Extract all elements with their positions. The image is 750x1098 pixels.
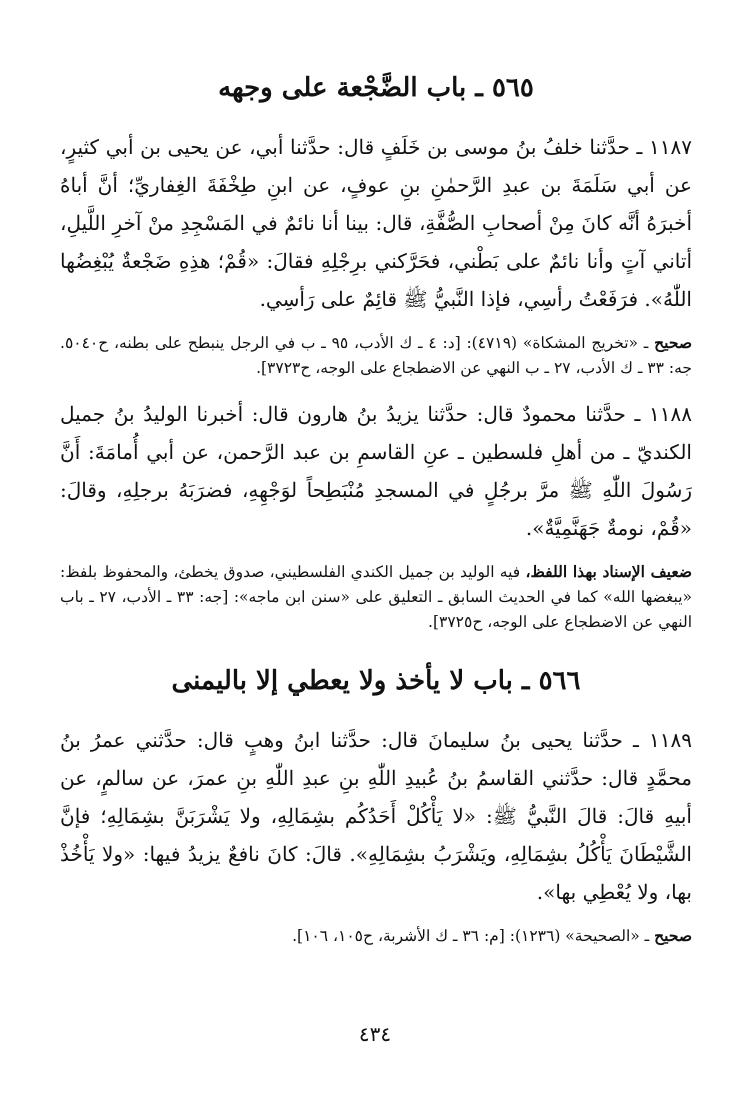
page-number: ٤٣٤ xyxy=(358,1022,392,1046)
chapter-title: ٥٦٦ ـ باب لا يأخذ ولا يعطي إلا باليمنى xyxy=(171,666,581,696)
hadith-1187: ١١٨٧ ـ حدَّثنا خلفُ بنُ موسى بن خَلَفٍ قال: حدَّثنا أبي، عن يحيى بن أبي كثيرٍ، عن أبي سَلَمَةَ بن عبدِ الرَّحمٰنِ بنِ عوفٍ، عن ابنِ طِخْفَةَ الغِفاريِّ؛ أنَّ أباهُ أخبرَهُ أنَّه كانَ مِنْ أصحابِ الصُّفَّةِ، قال: بينا أنا نائمٌ في المَسْجِدِ منْ آخرِ اللَّيلِ، أتاني آتٍ وأنا نائمٌ على بَطْني، فحَرَّكني برِجْلِهِ فقالَ: «قُمْ؛ هذِهِ ضَجْعةٌ يُبْغِضُها اللّٰهُ». فرَفَعْتُ رأسِي، فإذا النَّبيُّ ﷺ قائِمٌ على رَأسِي. xyxy=(60,135,692,311)
grading-text: فيه الوليد بن جميل الكندي الفلسطيني، صدوق يخطئ، والمحفوظ بلفظ: «يبغضها الله» كما في الحديث السابق ـ التعليق على «سنن ابن ماجه»: [جه: ٣٣ ـ الأدب، ٢٧ ـ باب النهي عن الاضطجاع على الوجه، ح٣٧٢٥]. xyxy=(60,563,692,631)
grading-text: ـ «تخريج المشكاة» (٤٧١٩): [د: ٤ ـ ك الأدب، ٩٥ ـ ب في الرجل ينبطح على بطنه، ح٥٠٤٠. جه: ٣٣ ـ ك الأدب، ٢٧ ـ ب النهي عن الاضطجاع على الوجه، ح٣٧٢٣]. xyxy=(60,334,692,377)
grading-1189 xyxy=(60,923,692,949)
book-page xyxy=(60,58,692,963)
chapter-566 xyxy=(60,661,692,949)
grading-1187 xyxy=(60,330,692,381)
hadith-1188: ١١٨٨ ـ حدَّثنا محمودٌ قال: حدَّثنا يزيدُ بنُ هارون قال: أخبرنا الوليدُ بنُ جميل الكنديّ ـ من أهلِ فلسطين ـ عنِ القاسمِ بن عبد الرَّحمن، عن أبي أُمامَةَ: أَنَّ رَسُولَ اللّٰهِ ﷺ مرَّ برجُلٍ في المسجدِ مُنْبَطِحاً لوَجْهِهِ، فضرَبَهُ برجلِهِ، وقالَ: «قُمْ، نومةٌ جَهَنَّمِيَّةٌ». xyxy=(60,402,692,540)
grading-text: ـ «الصحيحة» (١٢٣٦): [م: ٣٦ ـ ك الأشربة، ح١٠٥، ١٠٦]. xyxy=(292,927,655,945)
chapter-565 xyxy=(60,68,692,635)
hadith-1189: ١١٨٩ ـ حدَّثنا يحيى بنُ سليمانَ قال: حدَّثنا ابنُ وهبٍ قال: حدَّثني عمرُ بنُ محمَّدٍ قال: حدَّثني القاسمُ بنُ عُبيدِ اللّٰهِ بنِ عبدِ اللّٰهِ بنِ عمرَ، عن سالمٍ، عن أبيهِ قالَ: قالَ النَّبيُّ ﷺ: «لا يَأْكُلْ أَحَدُكُم بشِمَالِهِ، ولا يَشْرَبَنَّ بشِمَالِهِ؛ فإنَّ الشَّيْطَانَ يَأْكُلُ بشِمَالِهِ، ويَشْرَبُ بشِمَالِهِ». قالَ: كانَ نافعٌ يزيدُ فيها: «ولا يَأْخُذْ بها، ولا يُعْطِي بها». xyxy=(60,728,692,904)
grading-label: صحيح xyxy=(654,333,692,352)
grading-1188 xyxy=(60,559,692,635)
chapter-title: ٥٦٥ ـ باب الضَّجْعة على وجهه xyxy=(218,73,534,103)
grading-label: صحيح xyxy=(654,926,692,945)
grading-label: ضعيف الإسناد بهذا اللفظ، xyxy=(525,562,692,581)
